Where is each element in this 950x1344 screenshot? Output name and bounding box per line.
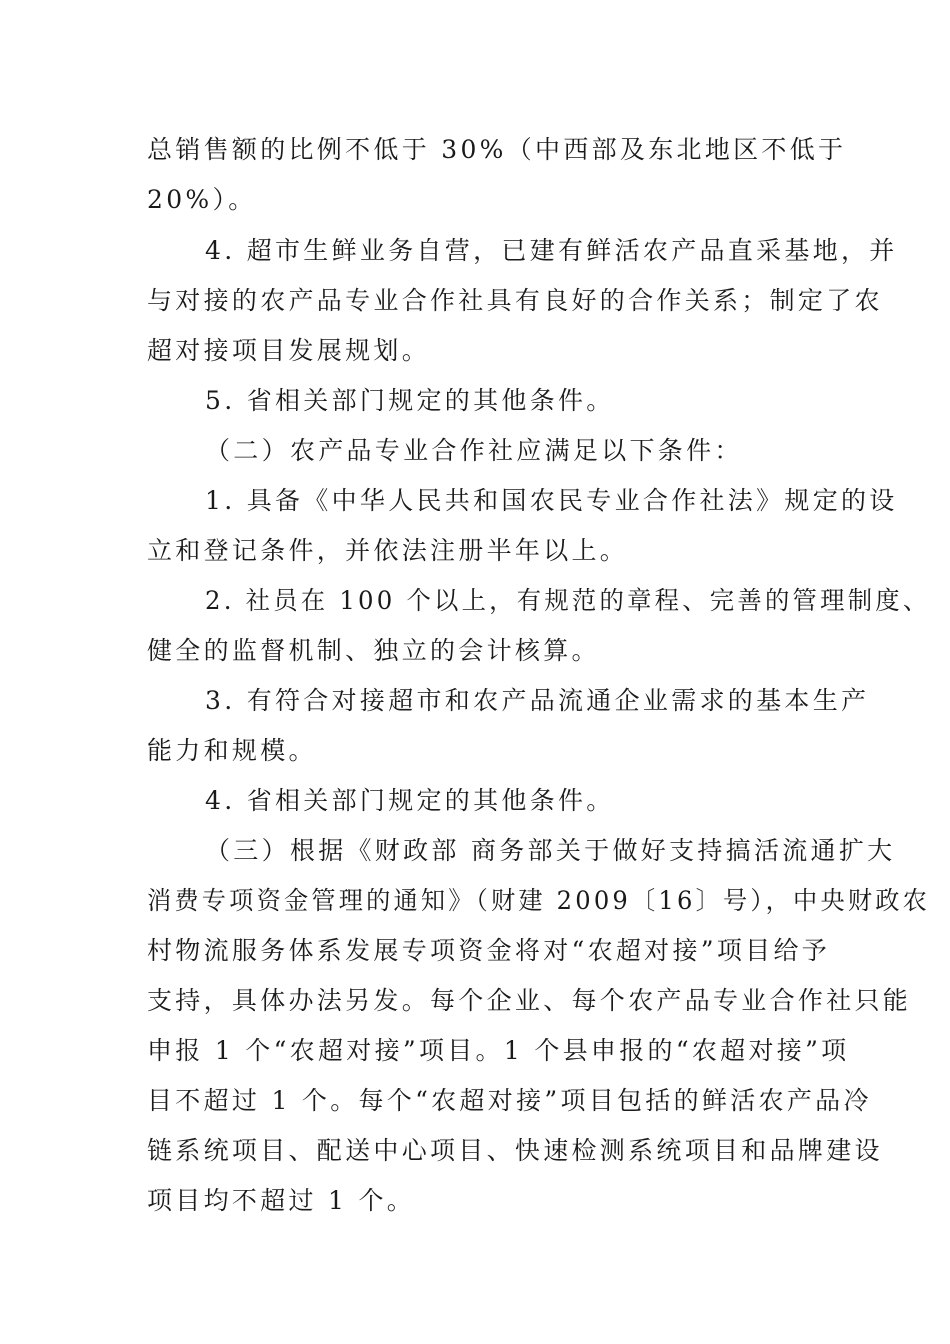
text-line-20: 目不超过 1 个。每个“农超对接”项目包括的鲜活农产品冷	[147, 1086, 872, 1115]
text-line-21: 链系统项目、配送中心项目、快速检测系统项目和品牌建设	[147, 1136, 883, 1165]
text-line-2: 20%）。	[147, 185, 257, 214]
text-line-19: 申报 1 个“农超对接”项目。1 个县申报的“农超对接”项	[147, 1036, 850, 1065]
section-heading-3: （三）根据《财政部 商务部关于做好支持搞活流通扩大	[205, 836, 896, 865]
text-line-14: 4. 省相关部门规定的其他条件。	[205, 786, 615, 815]
section-heading-2: （二）农产品专业合作社应满足以下条件：	[205, 436, 743, 465]
text-line-16: 消费专项资金管理的通知》（财建 2009〔16〕号），中央财政农	[147, 886, 931, 915]
text-line-5: 超对接项目发展规划。	[147, 336, 431, 365]
text-line-17: 村物流服务体系发展专项资金将对“农超对接”项目给予	[147, 936, 831, 965]
text-line-10: 2. 社员在 100 个以上，有规范的章程、完善的管理制度、	[205, 586, 931, 615]
text-line-12: 3. 有符合对接超市和农产品流通企业需求的基本生产	[205, 686, 870, 715]
text-line-18: 支持，具体办法另发。每个企业、每个农产品专业合作社只能	[147, 986, 912, 1015]
text-line-4: 与对接的农产品专业合作社具有良好的合作关系；制定了农	[147, 286, 883, 315]
text-line-8: 1. 具备《中华人民共和国农民专业合作社法》规定的设	[205, 486, 898, 515]
text-line-13: 能力和规模。	[147, 736, 317, 765]
text-line-9: 立和登记条件，并依法注册半年以上。	[147, 536, 629, 565]
text-line-22: 项目均不超过 1 个。	[147, 1186, 416, 1215]
text-line-3: 4. 超市生鲜业务自营，已建有鲜活农产品直采基地，并	[205, 236, 898, 265]
text-line-11: 健全的监督机制、独立的会计核算。	[147, 636, 600, 665]
text-line-6: 5. 省相关部门规定的其他条件。	[205, 386, 615, 415]
text-line-1: 总销售额的比例不低于 30%（中西部及东北地区不低于	[147, 135, 847, 164]
